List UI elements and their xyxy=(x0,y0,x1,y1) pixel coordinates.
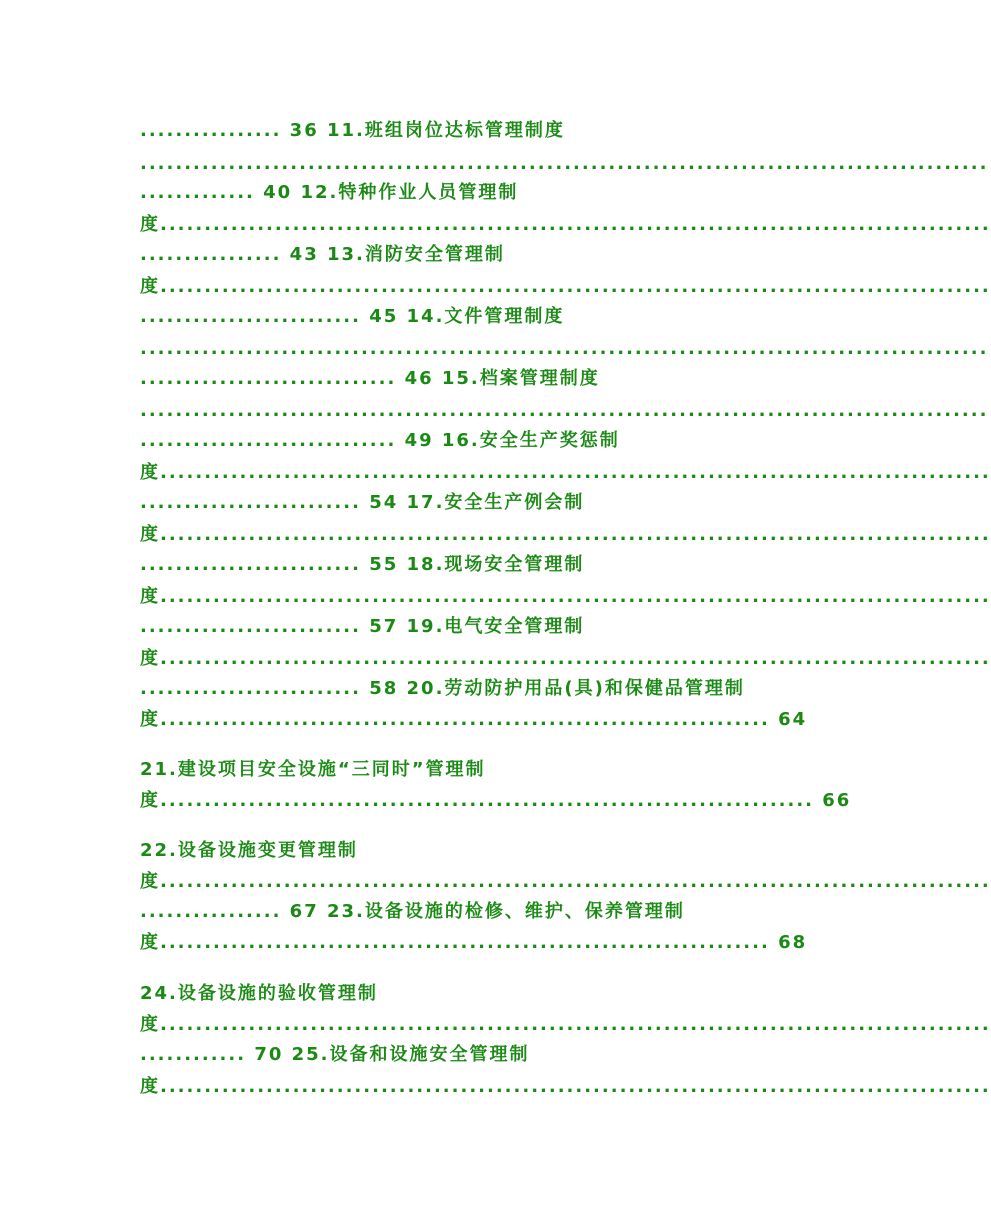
toc-line: ................ 67 23.设备设施的检修、维护、保养管理制 xyxy=(140,901,685,922)
toc-line: ......................... 57 19.电气安全管理制 xyxy=(140,616,585,637)
toc-line: ......................... 58 20.劳动防护用品(具)和保健品管理制 xyxy=(140,678,745,699)
toc-line: ................ 36 11.班组岗位达标管理制度 xyxy=(140,120,565,141)
toc-line: 21.建设项目安全设施“三同时”管理制 xyxy=(140,759,486,780)
toc-line: 度.......................................................................... 66 xyxy=(140,790,852,811)
toc-line: 度.............................................................................................. xyxy=(140,524,991,545)
toc-line: ............................. 46 15.档案管理制度 xyxy=(140,368,600,389)
toc-line: 度.............................................................................................. xyxy=(140,648,991,669)
toc-line: ......................... 55 18.现场安全管理制 xyxy=(140,554,585,575)
toc-line: 度.............................................................................................. xyxy=(140,586,991,607)
toc-line: ................................................................................................ xyxy=(140,338,989,359)
toc-line: ......................... 45 14.文件管理制度 xyxy=(140,306,565,327)
toc-line: 度.............................................................................................. xyxy=(140,1014,991,1035)
toc-line: 度.............................................................................................. xyxy=(140,1076,991,1097)
toc-line: 度.............................................................................................. xyxy=(140,276,991,297)
toc-line: ................ 43 13.消防安全管理制 xyxy=(140,244,505,265)
toc-line: 度.............................................................................................. xyxy=(140,871,991,892)
toc-line: ................................................................................................ xyxy=(140,400,989,421)
toc-line: ............. 40 12.特种作业人员管理制 xyxy=(140,182,519,203)
toc-line: ............................. 49 16.安全生产奖惩制 xyxy=(140,430,620,451)
toc-line: 度.............................................................................................. xyxy=(140,462,991,483)
toc-line: ......................... 54 17.安全生产例会制 xyxy=(140,492,585,513)
toc-line: ............ 70 25.设备和设施安全管理制 xyxy=(140,1044,530,1065)
toc-line: 度..................................................................... 68 xyxy=(140,932,808,953)
toc-line: 22.设备设施变更管理制 xyxy=(140,840,358,861)
toc-line: 度..................................................................... 64 xyxy=(140,709,808,730)
toc-line: 度.............................................................................................. xyxy=(140,214,991,235)
toc-line: ................................................................................................ xyxy=(140,153,989,174)
toc-line: 24.设备设施的验收管理制 xyxy=(140,983,378,1004)
